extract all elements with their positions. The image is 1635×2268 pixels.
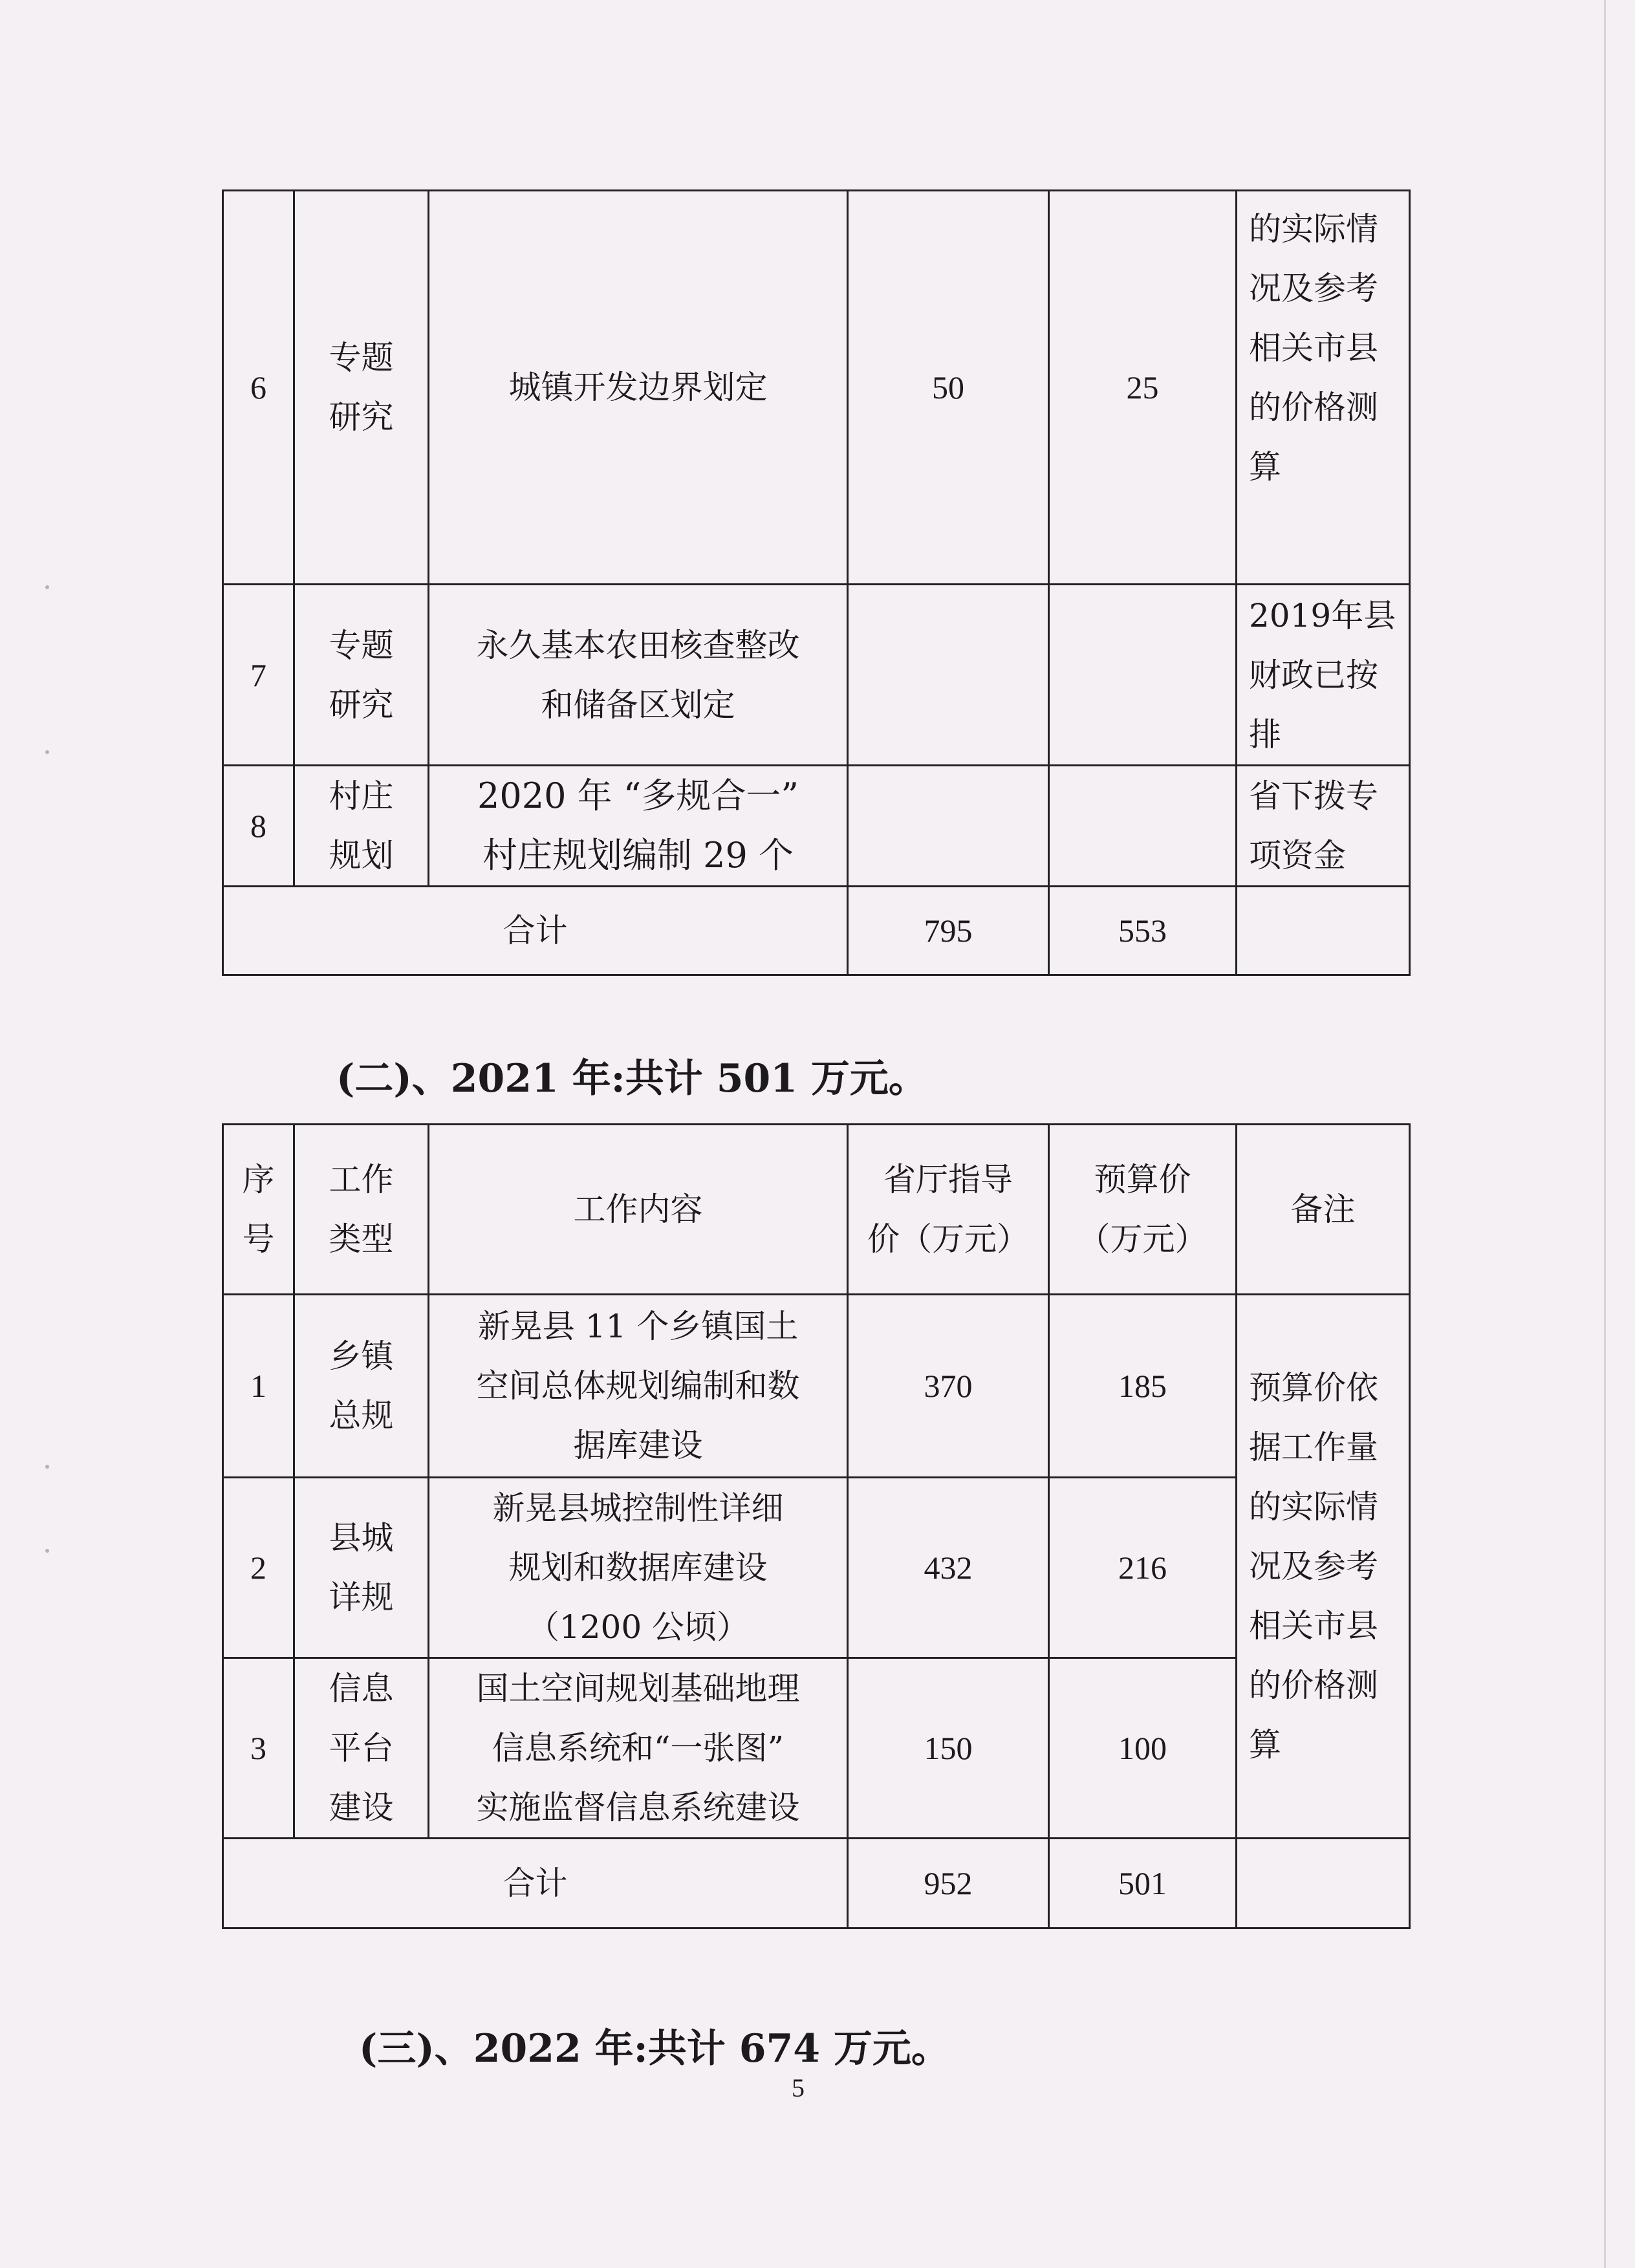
scan-edge-line: [1604, 0, 1606, 2268]
budget-price: [1049, 585, 1237, 766]
binding-mark: [45, 1549, 49, 1553]
row-number: 7: [223, 585, 294, 766]
header-work-type: 工作 类型: [294, 1125, 429, 1295]
guide-price: 50: [848, 191, 1049, 585]
work-content: 新晃县城控制性详细 规划和数据库建设 （1200 公顷）: [429, 1478, 848, 1658]
header-number: 序 号: [223, 1125, 294, 1295]
work-type: 信息 平台 建设: [294, 1658, 429, 1839]
header-remark: 备注: [1237, 1125, 1410, 1295]
total-budget-price: 501: [1049, 1839, 1237, 1928]
total-remark: [1237, 887, 1410, 975]
row-number: 6: [223, 191, 294, 585]
budget-table-2021: [222, 1123, 1411, 1929]
work-type: 专题 研究: [294, 191, 429, 585]
page-number: 5: [792, 2073, 805, 2102]
work-content: 2020 年 “多规合一” 村庄规划编制 29 个: [429, 766, 848, 887]
budget-price: 216: [1049, 1478, 1237, 1658]
binding-mark: [45, 1465, 49, 1469]
row-number: 1: [223, 1295, 294, 1478]
total-remark: [1237, 1839, 1410, 1928]
total-row: [223, 887, 1410, 975]
remark: 2019年县 财政已按 排: [1237, 585, 1410, 766]
budget-table-2020: [222, 189, 1411, 976]
guide-price: 370: [848, 1295, 1049, 1478]
budget-price: [1049, 766, 1237, 887]
total-budget-price: 553: [1049, 887, 1237, 975]
total-row: [223, 1839, 1410, 1928]
total-label: 合计: [223, 1839, 848, 1928]
budget-price: 185: [1049, 1295, 1237, 1478]
work-content: 新晃县 11 个乡镇国土 空间总体规划编制和数 据库建设: [429, 1295, 848, 1478]
section-heading-2022: (三)、2022 年:共计 674 万元。: [359, 2026, 950, 2071]
binding-mark: [45, 585, 49, 589]
remark: 省下拨专 项资金: [1237, 766, 1410, 887]
table-row: [223, 585, 1410, 766]
guide-price: 432: [848, 1478, 1049, 1658]
total-guide-price: 952: [848, 1839, 1049, 1928]
work-type: 村庄 规划: [294, 766, 429, 887]
row-number: 3: [223, 1658, 294, 1839]
table-row: [223, 1658, 1410, 1839]
table-row: [223, 191, 1410, 585]
row-number: 2: [223, 1478, 294, 1658]
header-budget-price: 预算价 （万元）: [1049, 1125, 1237, 1295]
remark: 预算价依 据工作量 的实际情 况及参考 相关市县 的价格测 算: [1237, 1295, 1410, 1839]
work-type: 专题 研究: [294, 585, 429, 766]
table-row: [223, 1478, 1410, 1658]
work-content: 永久基本农田核查整改 和储备区划定: [429, 585, 848, 766]
guide-price: [848, 766, 1049, 887]
table-row: [223, 1295, 1410, 1478]
work-type: 乡镇 总规: [294, 1295, 429, 1478]
table-row: [223, 766, 1410, 887]
work-content: 城镇开发边界划定: [429, 191, 848, 585]
row-number: 8: [223, 766, 294, 887]
work-content: 国土空间规划基础地理 信息系统和“一张图” 实施监督信息系统建设: [429, 1658, 848, 1839]
work-type: 县城 详规: [294, 1478, 429, 1658]
section-heading-2021: (二)、2021 年:共计 501 万元。: [336, 1056, 927, 1101]
header-guide-price: 省厅指导 价（万元）: [848, 1125, 1049, 1295]
total-label: 合计: [223, 887, 848, 975]
header-work-content: 工作内容: [429, 1125, 848, 1295]
remark: 的实际情 况及参考 相关市县 的价格测 算: [1237, 191, 1410, 585]
total-guide-price: 795: [848, 887, 1049, 975]
guide-price: [848, 585, 1049, 766]
budget-price: 25: [1049, 191, 1237, 585]
table-header-row: [223, 1125, 1410, 1295]
guide-price: 150: [848, 1658, 1049, 1839]
binding-mark: [45, 750, 49, 754]
budget-price: 100: [1049, 1658, 1237, 1839]
